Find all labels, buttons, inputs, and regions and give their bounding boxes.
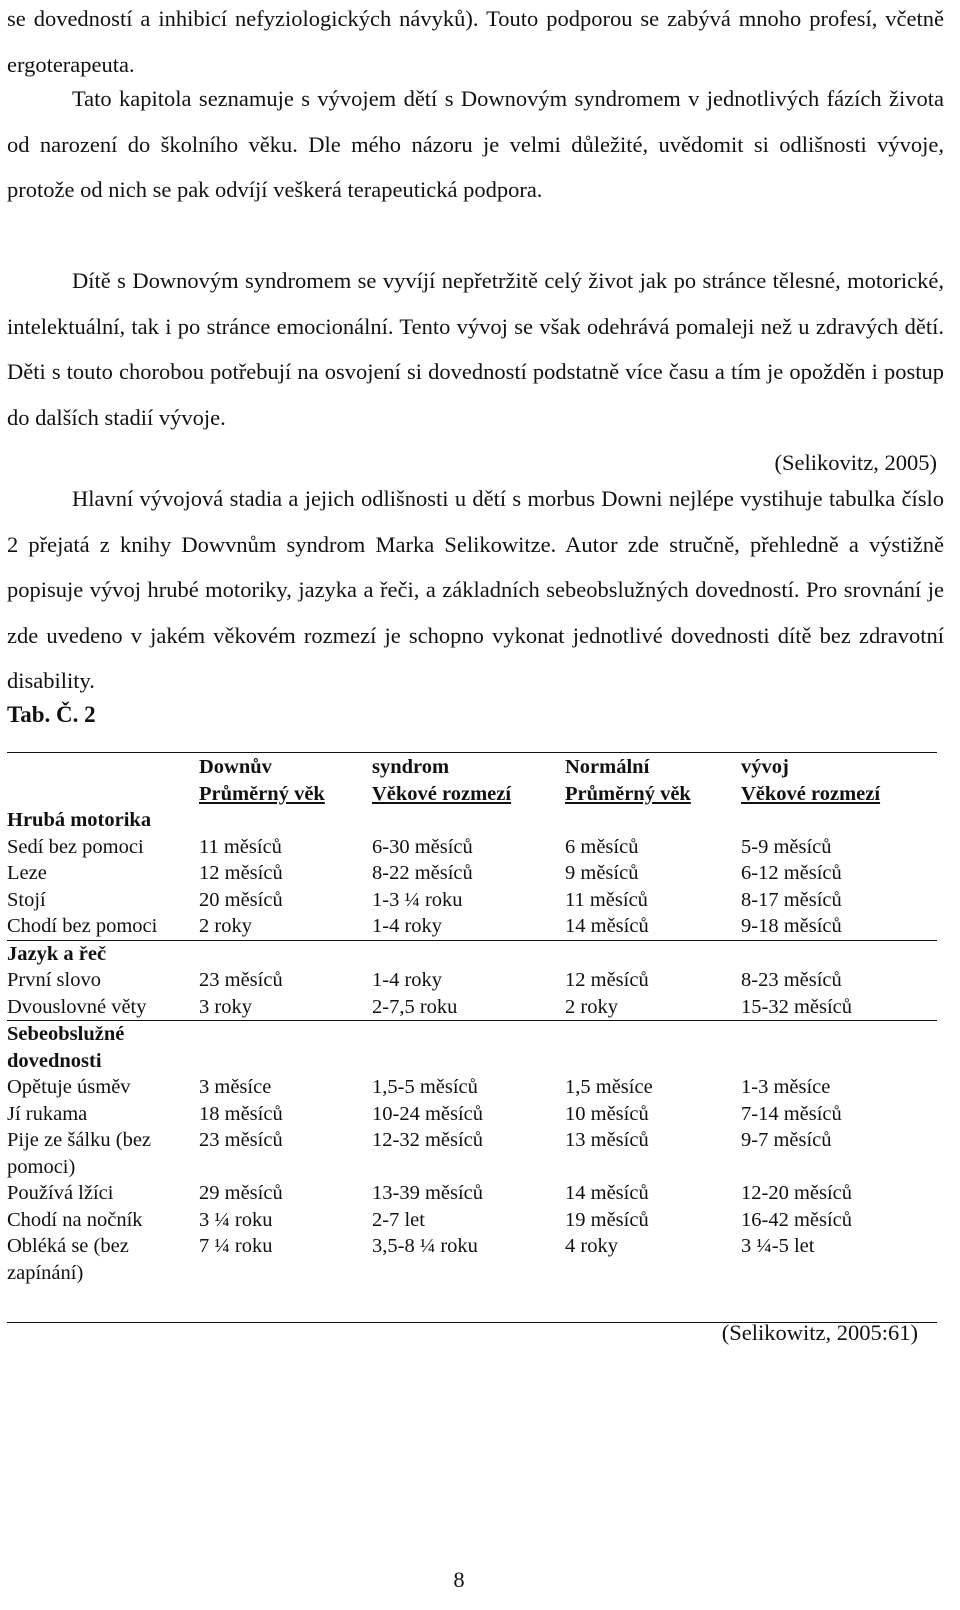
table-cell: 10 měsíců — [565, 1102, 649, 1125]
table-row-label: Obléká se (bez zapínání) — [7, 1235, 129, 1284]
table-cell: 7 ¼ roku — [199, 1235, 273, 1257]
table-cell: 29 měsíců — [199, 1182, 283, 1204]
table-cell: 9-18 měsíců — [741, 913, 937, 940]
table-empty-cell — [565, 940, 741, 967]
table-empty-cell — [741, 940, 937, 967]
table-empty-cell — [741, 807, 937, 834]
table-header-empty — [7, 754, 199, 781]
table-cell: 3 ¼ roku — [199, 1208, 273, 1231]
table-cell: 10-24 měsíců — [372, 1102, 484, 1125]
table-cell: 1,5-5 měsíců — [372, 1076, 478, 1098]
table-empty-cell — [372, 1021, 565, 1075]
table-group-row — [7, 807, 937, 834]
page-number: 8 — [453, 1567, 465, 1592]
table-row — [7, 887, 937, 914]
table-row — [7, 1101, 937, 1128]
table-group-row — [7, 940, 937, 967]
table-cell: 16-42 měsíců — [741, 1208, 853, 1231]
table-cell: 1-3 ¼ roku — [372, 888, 463, 911]
table-cell: 14 měsíců — [565, 1182, 649, 1204]
table-row-label: První slovo — [7, 969, 101, 991]
paragraph-continuation: se dovedností a inhibicí nefyziologických návyků). Touto podporou se zabývá mnoho profesí, včetně ergoterapeuta. — [7, 6, 944, 77]
table-cell: 1-4 roky — [372, 969, 443, 991]
table-subheader-cell: Věkové rozmezí — [372, 782, 512, 805]
table-row — [7, 1074, 937, 1101]
table-cell: 6-12 měsíců — [741, 862, 842, 884]
table-top-rule — [7, 752, 937, 753]
table-cell: 2-7,5 roku — [372, 994, 565, 1021]
table-cell: 18 měsíců — [199, 1102, 283, 1125]
table-cell: 9-7 měsíců — [741, 1129, 832, 1151]
table-header-row — [7, 754, 937, 781]
table-cell: 12 měsíců — [565, 969, 649, 991]
table-row — [7, 1207, 937, 1234]
table-cell: 3 měsíce — [199, 1076, 272, 1098]
table-cell: 13-39 měsíců — [372, 1182, 484, 1204]
table-header-cell: Normální — [565, 756, 650, 778]
table-cell: 12-32 měsíců — [372, 1129, 484, 1151]
table-empty-cell — [199, 1021, 372, 1075]
table-row-label: Používá lžíci — [7, 1182, 114, 1204]
table-row — [7, 860, 937, 887]
table-subheader-row — [7, 781, 937, 808]
table-cell: 23 měsíců — [199, 969, 283, 991]
table-row — [7, 1180, 937, 1207]
table-cell: 2 roky — [565, 994, 741, 1021]
table-header-cell: Downův — [199, 756, 272, 778]
paragraph-development: Dítě s Downovým syndromem se vyvíjí nepřetržitě celý život jak po stránce tělesné, motorické, intelektuální, tak i po stránce emocionální. Tento vývoj se však odehrává pomaleji než u zdravých dětí. Děti s touto chorobou potřebují na osvojení si dovedností podstatně více času a tím je opožděn i postup do dalších stadií vývoje. — [7, 268, 944, 430]
table-cell: 4 roky — [565, 1235, 618, 1257]
table-empty-cell — [372, 940, 565, 967]
table-cell: 8-23 měsíců — [741, 969, 842, 991]
table-row-label: Leze — [7, 862, 47, 884]
table-group-row — [7, 1021, 937, 1075]
table-row — [7, 913, 937, 940]
table-row-label: Opětuje úsměv — [7, 1076, 131, 1098]
table-row — [7, 834, 937, 861]
table-cell: 6 měsíců — [565, 835, 639, 858]
table-cell: 9 měsíců — [565, 862, 639, 884]
table-subheader-cell: Průměrný věk — [565, 782, 691, 805]
table-cell: 8-17 měsíců — [741, 888, 842, 911]
table-cell: 1,5 měsíce — [565, 1076, 653, 1098]
table-header-cell: syndrom — [372, 756, 450, 778]
table-cell: 5-9 měsíců — [741, 835, 832, 858]
table-empty-cell — [372, 807, 565, 834]
table-cell: 7-14 měsíců — [741, 1102, 842, 1125]
table-cell: 1-4 roky — [372, 913, 565, 940]
table-empty-cell — [199, 940, 372, 967]
table-cell: 3,5-8 ¼ roku — [372, 1235, 478, 1257]
table-row — [7, 1127, 937, 1180]
table-row-label: Dvouslovné věty — [7, 994, 199, 1021]
table-cell: 6-30 měsíců — [372, 835, 473, 858]
development-table — [7, 752, 937, 1286]
paragraph-chapter-intro: Tato kapitola seznamuje s vývojem dětí s Downovým syndromem v jednotlivých fázích života od narození do školního věku. Dle mého názoru je velmi důležité, uvědomit si odlišnosti vývoje, protože od nich se pak odvíjí veškerá terapeutická podpora. — [7, 86, 944, 202]
table-subheader-cell: Průměrný věk — [199, 782, 325, 805]
table-row — [7, 967, 937, 994]
table-cell: 11 měsíců — [565, 888, 648, 911]
table-cell: 19 měsíců — [565, 1208, 649, 1231]
table-empty-cell — [565, 1021, 741, 1075]
table-cell: 15-32 měsíců — [741, 994, 937, 1021]
table-group-title: Sebeobslužné dovednosti — [7, 1023, 125, 1072]
table-cell: 3 ¼-5 let — [741, 1235, 815, 1257]
table-row-label: Pije ze šálku (bez pomoci) — [7, 1129, 152, 1178]
table-row — [7, 1233, 937, 1286]
table-header-cell: vývoj — [741, 756, 789, 778]
table-cell: 13 měsíců — [565, 1129, 649, 1151]
table-source: (Selikowitz, 2005:61) — [721, 1320, 918, 1345]
table-header-empty — [7, 781, 199, 808]
table-cell: 14 měsíců — [565, 913, 741, 940]
table-cell: 20 měsíců — [199, 888, 283, 911]
table-row-label: Jí rukama — [7, 1102, 88, 1125]
paragraph-table-intro: Hlavní vývojová stadia a jejich odlišnosti u dětí s morbus Downi nejlépe vystihuje tabulka číslo 2 přejatá z knihy Dowvnům syndrom Marka Selikowitze. Autor zde stručně, přehledně a výstižně popisuje vývoj hrubé motoriky, jazyka a řeči, a základních sebeobslužných dovedností. Pro srovnání je zde uvedeno v jakém věkovém rozmezí je schopno vykonat jednotlivé dovednosti dítě bez zdravotní disability. — [7, 486, 944, 693]
table-cell: 11 měsíců — [199, 835, 282, 858]
table-cell: 2 roky — [199, 913, 372, 940]
table-empty-cell — [741, 1021, 937, 1075]
table-cell: 12-20 měsíců — [741, 1182, 853, 1204]
table-cell: 8-22 měsíců — [372, 862, 473, 884]
table-cell: 3 roky — [199, 994, 372, 1021]
table-row-label: Chodí bez pomoci — [7, 913, 199, 940]
table-cell: 23 měsíců — [199, 1129, 283, 1151]
table-body — [7, 754, 937, 1286]
table-cell: 12 měsíců — [199, 862, 283, 884]
table-group-title: Hrubá motorika — [7, 809, 152, 831]
table-cell: 1-3 měsíce — [741, 1076, 831, 1098]
table-row-label: Stojí — [7, 888, 46, 911]
table-group-title: Jazyk a řeč — [7, 942, 107, 965]
table-row-label: Sedí bez pomoci — [7, 835, 144, 858]
table-label: Tab. Č. 2 — [7, 702, 96, 727]
table-row-label: Chodí na nočník — [7, 1208, 143, 1231]
table-empty-cell — [565, 807, 741, 834]
citation: (Selikovitz, 2005) — [774, 450, 937, 475]
table-row — [7, 994, 937, 1021]
table-cell: 2-7 let — [372, 1208, 425, 1231]
table-subheader-cell: Věkové rozmezí — [741, 782, 881, 805]
table-empty-cell — [199, 807, 372, 834]
